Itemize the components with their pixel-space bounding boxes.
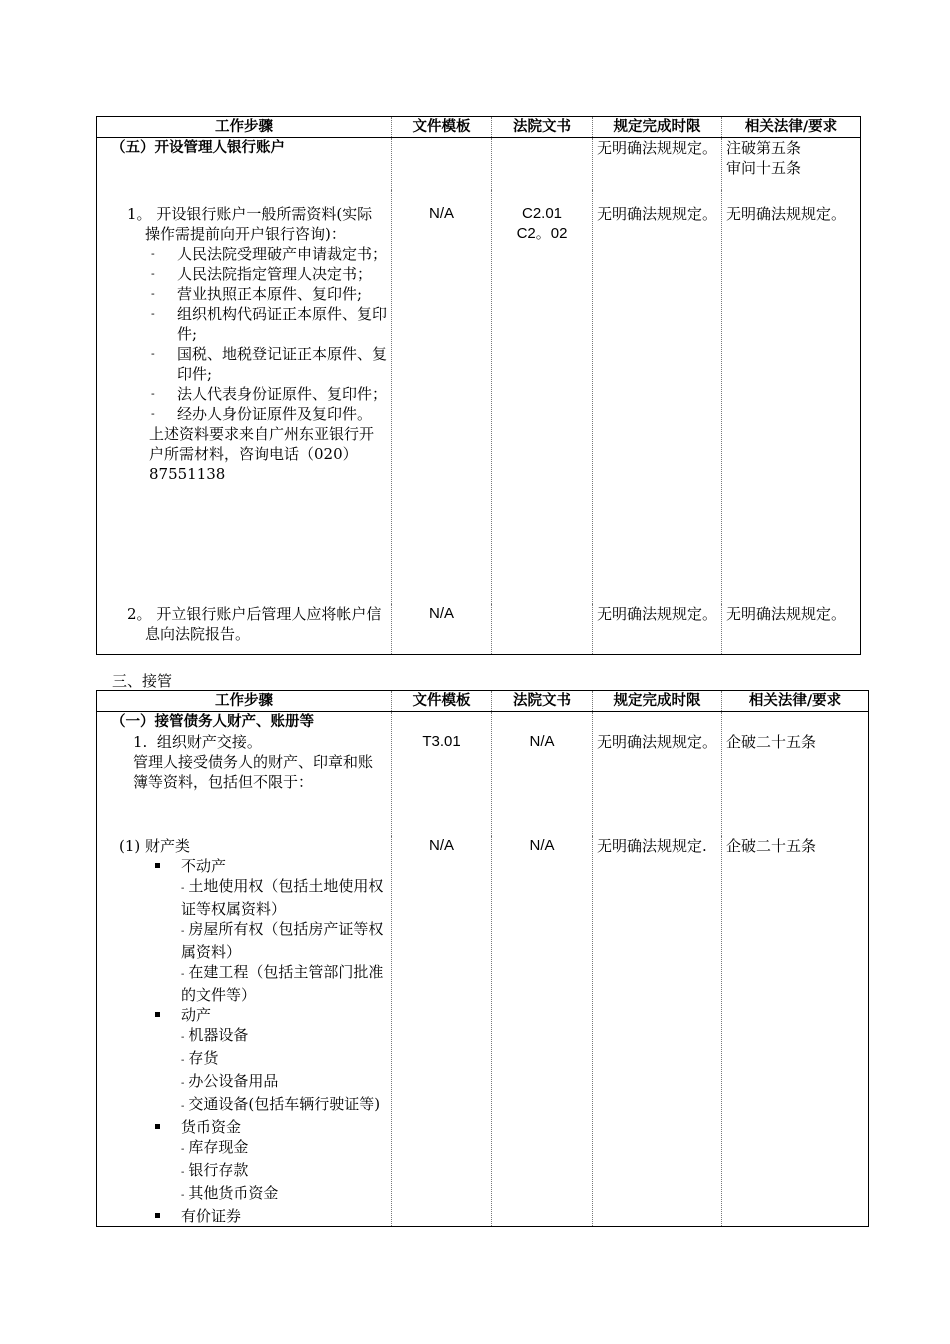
deadline-cell: 无明确法规规定。 <box>593 138 722 191</box>
template-cell: N/A <box>392 190 492 604</box>
court-doc-cell <box>492 604 593 655</box>
list-item: - 交通设备(包括车辆行驶证等) <box>181 1095 381 1113</box>
law-cell: 企破二十五条 <box>722 712 869 837</box>
list-item: - 经办人身份证原件及复印件。 <box>151 405 373 423</box>
list-item: - 库存现金 <box>181 1138 249 1156</box>
item-number: 1。 <box>127 205 152 223</box>
list-item: - 其他货币资金 <box>181 1184 279 1202</box>
deadline-cell: 无明确法规规定。 <box>593 190 722 604</box>
list-item: - 人民法院受理破产申请裁定书； <box>151 245 388 263</box>
header-court-doc: 法院文书 <box>492 691 593 712</box>
table-row <box>97 190 861 604</box>
property-heading: (1) 财产类 <box>119 837 191 855</box>
header-law: 相关法律/要求 <box>722 117 861 138</box>
header-template: 文件模板 <box>392 117 492 138</box>
item-1-text: 1. 组织财产交接。 <box>133 733 262 751</box>
item-number: 1. <box>133 733 148 751</box>
table-row <box>97 604 861 655</box>
deadline-cell: 无明确法规规定. <box>593 836 722 1227</box>
header-steps: 工作步骤 <box>97 691 392 712</box>
required-documents-list <box>101 244 387 424</box>
section-heading-takeover: 三、接管 <box>112 672 173 690</box>
item-number: 2。 <box>127 605 152 623</box>
list-item: - 法人代表身份证原件、复印件； <box>151 385 388 403</box>
list-item: - 土地使用权（包括土地使用权证等权属资料） <box>181 877 384 918</box>
takeover-table <box>96 690 869 1227</box>
template-cell: N/A <box>392 604 492 655</box>
list-item: - 在建工程（包括主管部门批准的文件等） <box>181 963 384 1004</box>
list-item: - 办公设备用品 <box>181 1072 279 1090</box>
header-deadline: 规定完成时限 <box>593 691 722 712</box>
list-item: - 组织机构代码证正本原件、复印件; <box>151 305 388 343</box>
law-cell: 无明确法规规定。 <box>722 190 861 604</box>
table-row <box>97 836 869 1227</box>
court-doc-cell: N/A <box>492 712 593 837</box>
item-1-para: 管理人接受债务人的财产、印章和账簿等资料，包括但不限于： <box>133 753 374 791</box>
list-item: 货币资金 <box>119 1117 387 1137</box>
table-row <box>97 138 861 191</box>
header-steps: 工作步骤 <box>97 117 392 138</box>
template-cell: N/A <box>392 836 492 1227</box>
list-item: - 机器设备 <box>181 1026 249 1044</box>
header-law: 相关法律/要求 <box>722 691 869 712</box>
list-item: - 存货 <box>181 1049 219 1067</box>
note-text: 上述资料要求来自广州东亚银行开户所需材料，咨询电话（020） 87551138 <box>149 425 375 483</box>
table-row <box>97 712 869 837</box>
list-item: 动产 <box>119 1005 387 1025</box>
list-item: 不动产 <box>119 856 387 876</box>
deadline-cell: 无明确法规规定。 <box>593 712 722 837</box>
section-title: （五）开设管理人银行账户 <box>111 140 285 156</box>
header-court-doc: 法院文书 <box>492 117 593 138</box>
list-item: - 人民法院指定管理人决定书； <box>151 265 373 283</box>
list-item: - 房屋所有权（包括房产证等权属资料） <box>181 920 384 961</box>
court-doc-cell: C2.01 C2。02 <box>492 190 593 604</box>
law-cell: 企破二十五条 <box>722 836 869 1227</box>
list-item: - 国税、地税登记证正本原件、复印件; <box>151 345 388 383</box>
law-cell: 无明确法规规定。 <box>722 604 861 655</box>
bank-account-table <box>96 116 861 655</box>
deadline-cell: 无明确法规规定。 <box>593 604 722 655</box>
list-item: - 营业执照正本原件、复印件; <box>151 285 363 303</box>
item-2-text: 2。 开立银行账户后管理人应将帐户信息向法院报告。 <box>127 605 382 643</box>
item-1-text: 1。 开设银行账户一般所需资料(实际操作需提前向开户银行咨询)： <box>127 205 373 243</box>
table-header-row <box>97 691 869 712</box>
court-doc-cell: N/A <box>492 836 593 1227</box>
header-deadline: 规定完成时限 <box>593 117 722 138</box>
header-template: 文件模板 <box>392 691 492 712</box>
list-item: - 银行存款 <box>181 1161 249 1179</box>
table-header-row <box>97 117 861 138</box>
list-item: 有价证券 <box>119 1206 387 1226</box>
template-cell: T3.01 <box>392 712 492 837</box>
law-cell: 注破第五条 审问十五条 <box>722 138 861 191</box>
section-title: （一）接管债务人财产、账册等 <box>111 714 314 730</box>
